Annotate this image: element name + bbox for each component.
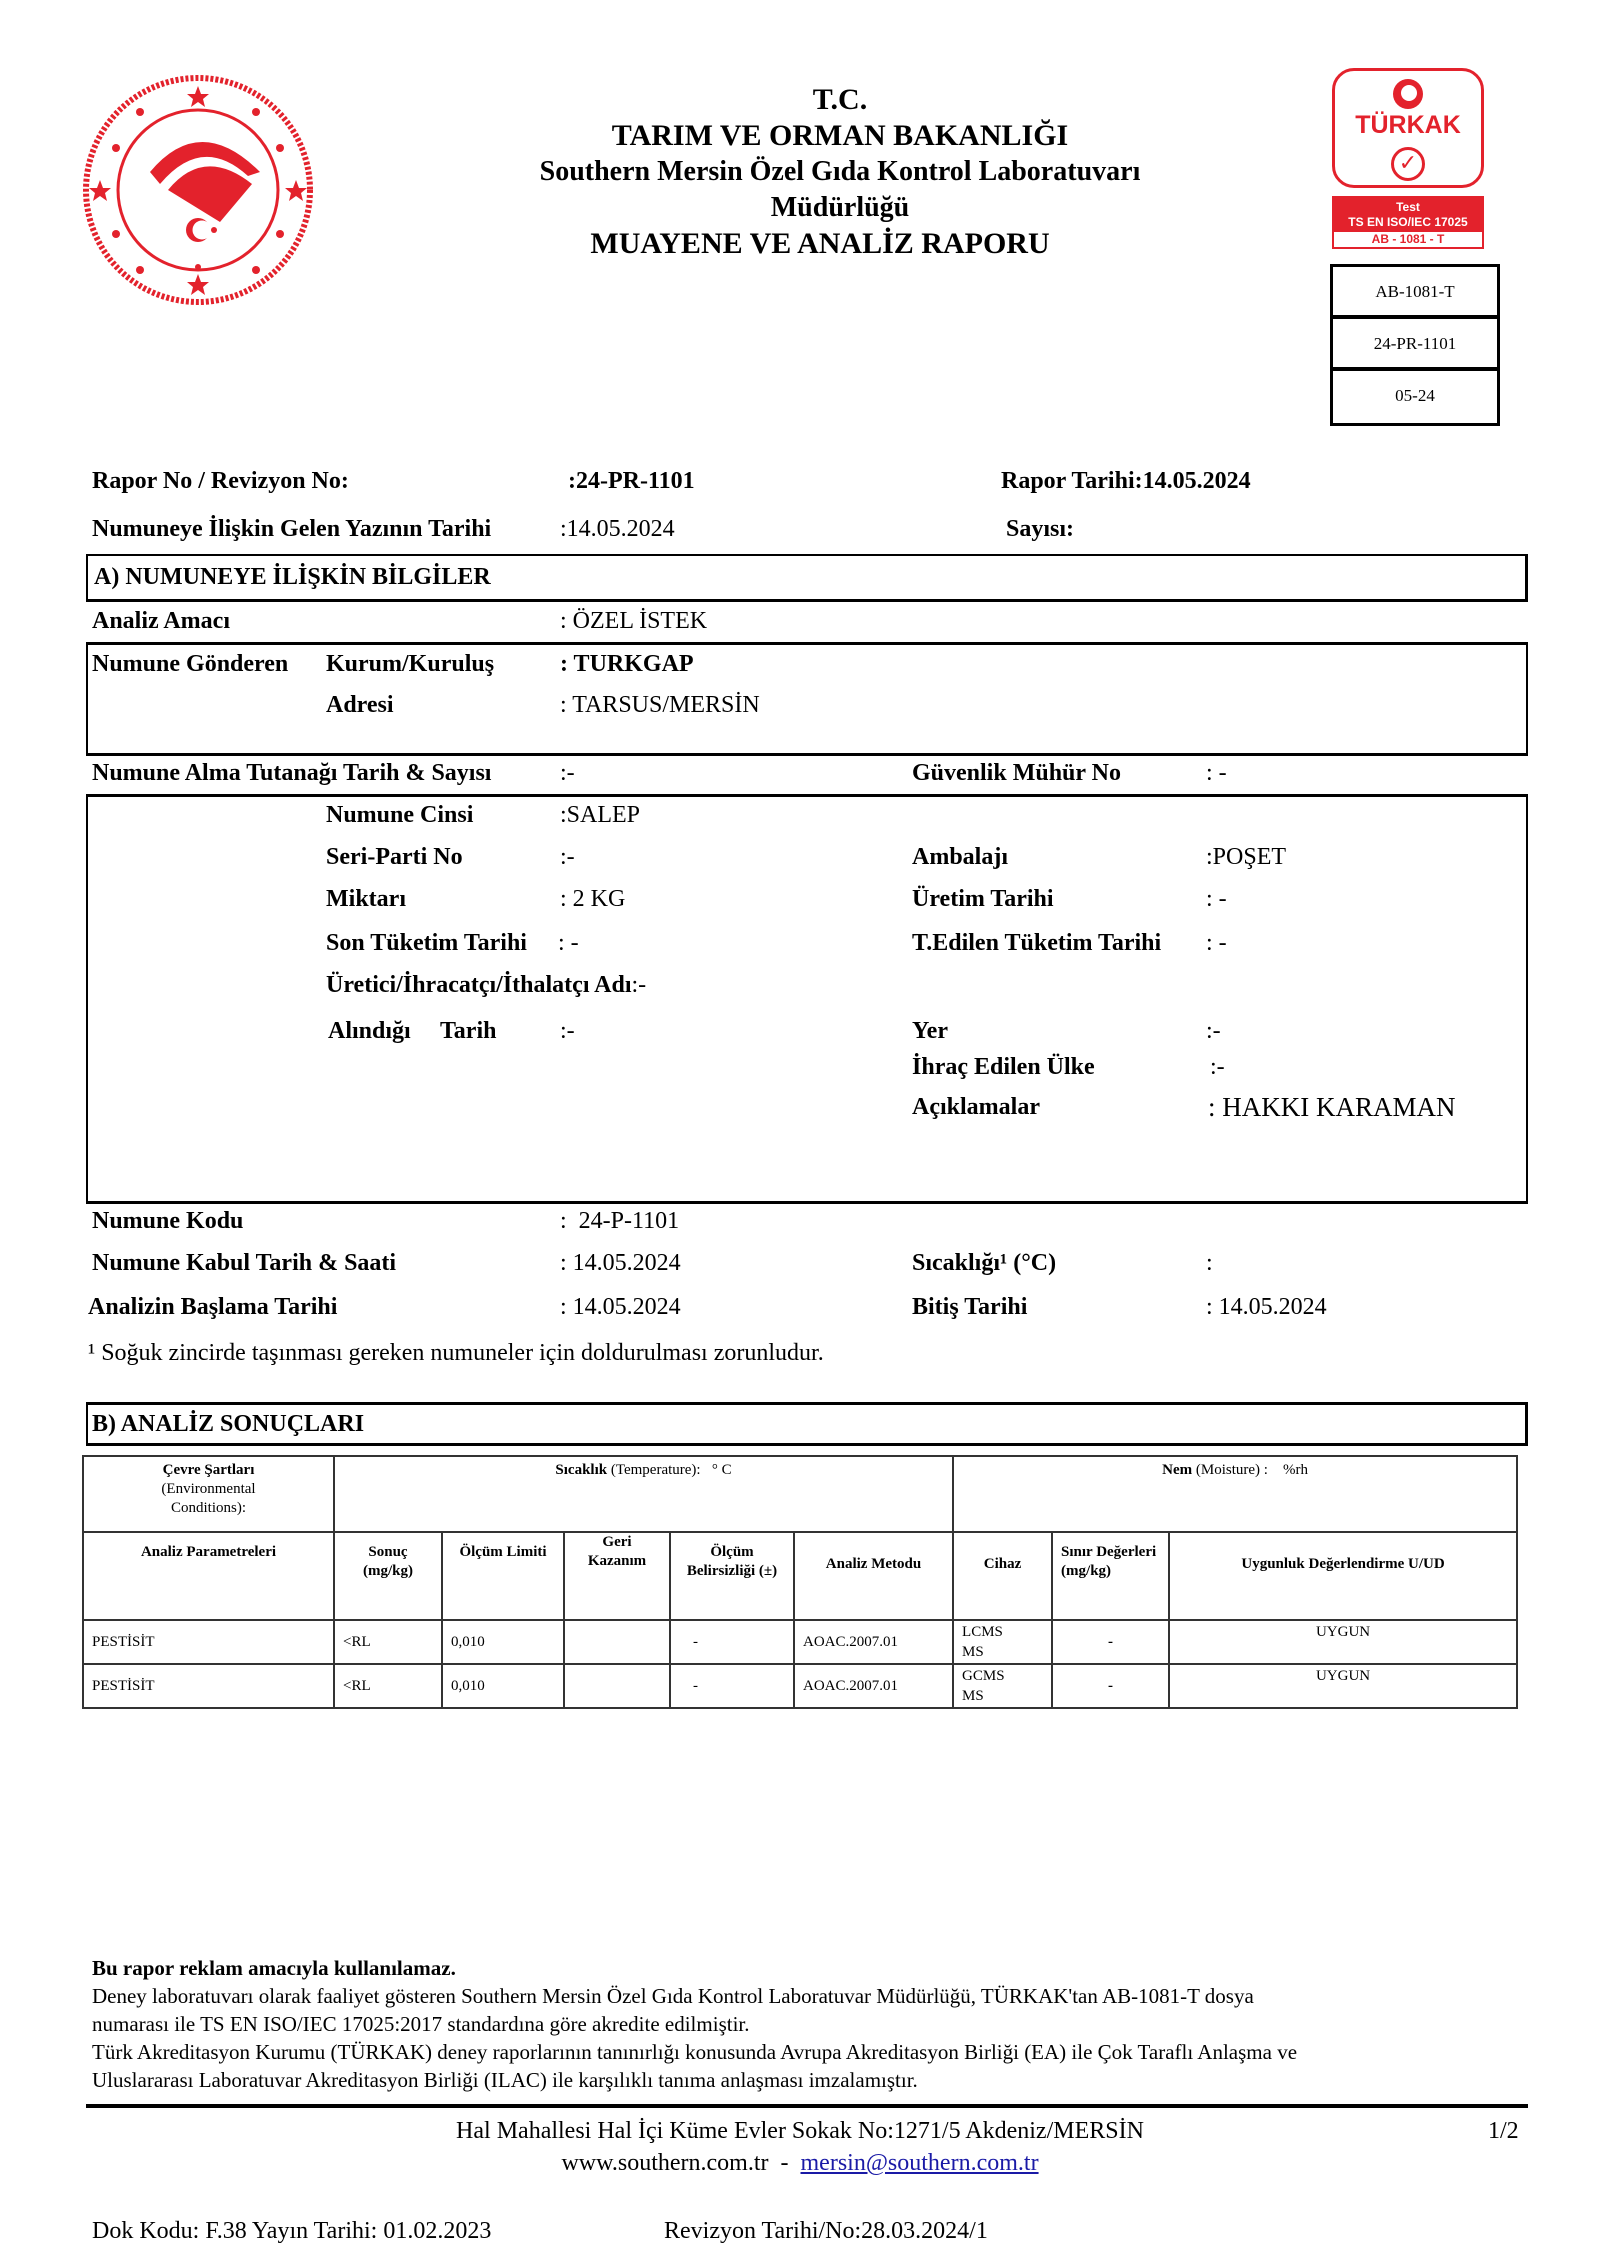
aciklama-label: Açıklamalar <box>912 1094 1040 1120</box>
section-b-title: B) ANALİZ SONUÇLARI <box>92 1411 365 1437</box>
cell-cihaz: GCMS MS <box>953 1664 1052 1708</box>
gelen-yazi-label: Numuneye İlişkin Gelen Yazının Tarihi <box>92 516 492 542</box>
cell-param: PESTİSİT <box>83 1664 334 1708</box>
cell-sonuc: <RL <box>334 1620 442 1664</box>
turkak-test: Test <box>1396 200 1420 214</box>
col-header-geri-kazanim: Geri Kazanım <box>564 1532 670 1620</box>
uretim-label: Üretim Tarihi <box>912 886 1054 912</box>
muhur-label: Güvenlik Mühür No <box>912 760 1121 786</box>
cell-uygunluk: UYGUN <box>1169 1620 1517 1664</box>
header-directorate: Müdürlüğü <box>770 192 910 223</box>
cell-limit: 0,010 <box>442 1620 564 1664</box>
kabul-label: Numune Kabul Tarih & Saati <box>92 1250 397 1276</box>
sicaklik-label: Sıcaklığı¹ (°C) <box>912 1250 1057 1276</box>
gonderen-label: Numune Gönderen <box>92 651 289 677</box>
turkak-code: AB - 1081 - T <box>1334 232 1482 247</box>
ihrac-value: :- <box>1210 1054 1225 1080</box>
kod-value: : 24-P-1101 <box>560 1208 680 1234</box>
table-row <box>83 1664 1517 1708</box>
col-header-parametre: Analiz Parametreleri <box>83 1532 334 1620</box>
cell-geri <box>564 1620 670 1664</box>
section-b-header <box>86 1402 1528 1446</box>
header-ministry: TARIM VE ORMAN BAKANLIĞI <box>611 119 1069 152</box>
tedilen-label: T.Edilen Tüketim Tarihi <box>912 930 1162 956</box>
col-header-sinir: Sınır Değerleri (mg/kg) <box>1052 1532 1169 1620</box>
report-number-box: 24-PR-1101 <box>1333 319 1497 371</box>
son-tuketim-label: Son Tüketim Tarihi <box>326 930 527 956</box>
disclaimer-p2-l1: Türk Akreditasyon Kurumu (TÜRKAK) deney raporlarının tanınırlığı konusunda Avrupa Akreditasyon Birliği (EA) ile Çok Taraflı Anlaşma ve <box>92 2040 1298 2064</box>
cinsi-label: Numune Cinsi <box>326 802 474 828</box>
seri-value: :- <box>560 844 575 870</box>
report-id-boxes <box>1330 264 1500 426</box>
ambalaj-label: Ambalajı <box>912 844 1008 870</box>
miktar-value: : 2 KG <box>560 886 626 912</box>
crescent-icon <box>1393 79 1423 109</box>
tarih-value: :- <box>560 1018 575 1044</box>
footer-contact <box>0 2150 1600 2177</box>
env-conditions-cell: Çevre Şartları (Environmental Conditions): <box>83 1456 334 1532</box>
checkmark-icon: ✓ <box>1391 147 1425 181</box>
cell-cihaz: LCMS MS <box>953 1620 1052 1664</box>
cell-param: PESTİSİT <box>83 1620 334 1664</box>
kod-label: Numune Kodu <box>92 1208 244 1234</box>
bitis-label: Bitiş Tarihi <box>912 1294 1028 1320</box>
temperature-cell: Sıcaklık (Temperature): ° C <box>334 1456 953 1532</box>
baslama-value: : 14.05.2024 <box>560 1294 681 1320</box>
gelen-yazi-value: :14.05.2024 <box>560 516 675 542</box>
ambalaj-value: :POŞET <box>1206 844 1287 870</box>
turkak-brand: TÜRKAK <box>1355 111 1461 139</box>
cell-sinir: - <box>1052 1620 1169 1664</box>
rapor-tarihi: Rapor Tarihi:14.05.2024 <box>1001 468 1251 494</box>
table-row <box>83 1620 1517 1664</box>
bitis-value: : 14.05.2024 <box>1206 1294 1327 1320</box>
footnote: ¹ Soğuk zincirde taşınması gereken numuneler için doldurulması zorunludur. <box>88 1340 824 1366</box>
footer-address: Hal Mahallesi Hal İçi Küme Evler Sokak No:1271/5 Akdeniz/MERSİN <box>456 2118 1144 2144</box>
sender-box <box>86 642 1528 756</box>
cell-sinir: - <box>1052 1664 1169 1708</box>
page-number: 1/2 <box>1488 2118 1519 2144</box>
tedilen-value: : - <box>1206 930 1227 956</box>
header-tc: T.C. <box>812 83 868 116</box>
disclaimer <box>92 1954 1532 2094</box>
footer-divider <box>86 2104 1528 2108</box>
adres-value: : TARSUS/MERSİN <box>560 692 760 718</box>
kurum-label: Kurum/Kuruluş <box>326 651 495 677</box>
footer-website[interactable]: www.southern.com.tr - <box>561 2150 801 2176</box>
col-header-metod: Analiz Metodu <box>794 1532 953 1620</box>
disclaimer-p1-l1: Deney laboratuvarı olarak faaliyet gösteren Southern Mersin Özel Gıda Kontrol Laboratuvar Müdürlüğü, TÜRKAK'tan AB-1081-T dosya <box>92 1984 1254 2008</box>
cell-metod: AOAC.2007.01 <box>794 1620 953 1664</box>
cell-uygunluk: UYGUN <box>1169 1664 1517 1708</box>
results-header-row <box>83 1532 1517 1620</box>
sayisi-label: Sayısı: <box>1006 516 1075 542</box>
disclaimer-bold: Bu rapor reklam amacıyla kullanılamaz. <box>92 1956 456 1980</box>
uretim-value: : - <box>1206 886 1227 912</box>
environment-row <box>83 1456 1517 1532</box>
results-table <box>82 1455 1518 1709</box>
tutanak-value: :- <box>560 760 575 786</box>
uretici-row <box>326 972 646 999</box>
ministry-logo <box>80 72 316 308</box>
baslama-label: Analizin Başlama Tarihi <box>88 1294 338 1320</box>
analiz-amaci-value: : ÖZEL İSTEK <box>560 608 708 634</box>
kurum-value: : TURKGAP <box>560 651 694 677</box>
revision-info: Revizyon Tarihi/No:28.03.2024/1 <box>664 2218 988 2244</box>
yer-value: :- <box>1206 1018 1221 1044</box>
ministry-seal-icon <box>80 72 316 308</box>
uretici-label: Üretici/İhracatçı/İthalatçı Adı <box>326 972 632 998</box>
col-header-belirsizlik: Ölçüm Belirsizliği (±) <box>670 1532 794 1620</box>
cell-belirsizlik: - <box>670 1664 794 1708</box>
cell-limit: 0,010 <box>442 1664 564 1708</box>
muhur-value: : - <box>1206 760 1227 786</box>
header-lab: Southern Mersin Özel Gıda Kontrol Laboratuvarı <box>539 156 1141 187</box>
sicaklik-value: : <box>1206 1250 1213 1276</box>
col-header-olcum-limiti: Ölçüm Limiti <box>442 1532 564 1620</box>
cell-belirsizlik: - <box>670 1620 794 1664</box>
header-titles <box>460 82 1220 262</box>
tutanak-label: Numune Alma Tutanağı Tarih & Sayısı <box>92 760 492 786</box>
cell-metod: AOAC.2007.01 <box>794 1664 953 1708</box>
adres-label: Adresi <box>326 692 394 718</box>
turkak-logo <box>1332 68 1484 249</box>
cell-geri <box>564 1664 670 1708</box>
cinsi-value: :SALEP <box>560 802 641 828</box>
footer-email-link[interactable]: mersin@southern.com.tr <box>800 2150 1039 2176</box>
ihrac-label: İhraç Edilen Ülke <box>912 1054 1095 1080</box>
col-header-cihaz: Cihaz <box>953 1532 1052 1620</box>
analiz-amaci-label: Analiz Amacı <box>92 608 230 634</box>
miktar-label: Miktarı <box>326 886 406 912</box>
section-a-header <box>86 554 1528 602</box>
turkak-standard: TS EN ISO/IEC 17025 <box>1348 215 1468 229</box>
col-header-sonuc: Sonuç (mg/kg) <box>334 1532 442 1620</box>
cell-sonuc: <RL <box>334 1664 442 1708</box>
section-a-title: A) NUMUNEYE İLİŞKİN BİLGİLER <box>94 564 491 590</box>
accreditation-code: AB-1081-T <box>1333 267 1497 319</box>
rapor-no-label: Rapor No / Revizyon No: <box>92 468 349 494</box>
doc-code: Dok Kodu: F.38 Yayın Tarihi: 01.02.2023 <box>92 2218 492 2244</box>
kabul-value: : 14.05.2024 <box>560 1250 681 1276</box>
sample-details-box <box>86 794 1528 1204</box>
alindigi-label: Alındığı <box>328 1018 411 1044</box>
col-header-uygunluk: Uygunluk Değerlendirme U/UD <box>1169 1532 1517 1620</box>
uretici-value: :- <box>631 972 647 998</box>
disclaimer-p2-l2: Uluslararası Laboratuvar Akreditasyon Birliği (ILAC) ile karşılıklı tanıma anlaşması imzalamıştır. <box>92 2068 918 2092</box>
rapor-no-value: :24-PR-1101 <box>568 468 695 494</box>
aciklama-value: : HAKKI KARAMAN <box>1208 1092 1456 1122</box>
page-title: MUAYENE VE ANALİZ RAPORU <box>590 227 1050 260</box>
moisture-cell: Nem (Moisture) : %rh <box>953 1456 1517 1532</box>
disclaimer-p1-l2: numarası ile TS EN ISO/IEC 17025:2017 standardına göre akredite edilmiştir. <box>92 2012 750 2036</box>
report-month-box: 05-24 <box>1395 386 1435 405</box>
seri-label: Seri-Parti No <box>326 844 463 870</box>
son-tuketim-value: : - <box>558 930 579 956</box>
tarih-label: Tarih <box>440 1018 497 1044</box>
yer-label: Yer <box>912 1018 948 1044</box>
